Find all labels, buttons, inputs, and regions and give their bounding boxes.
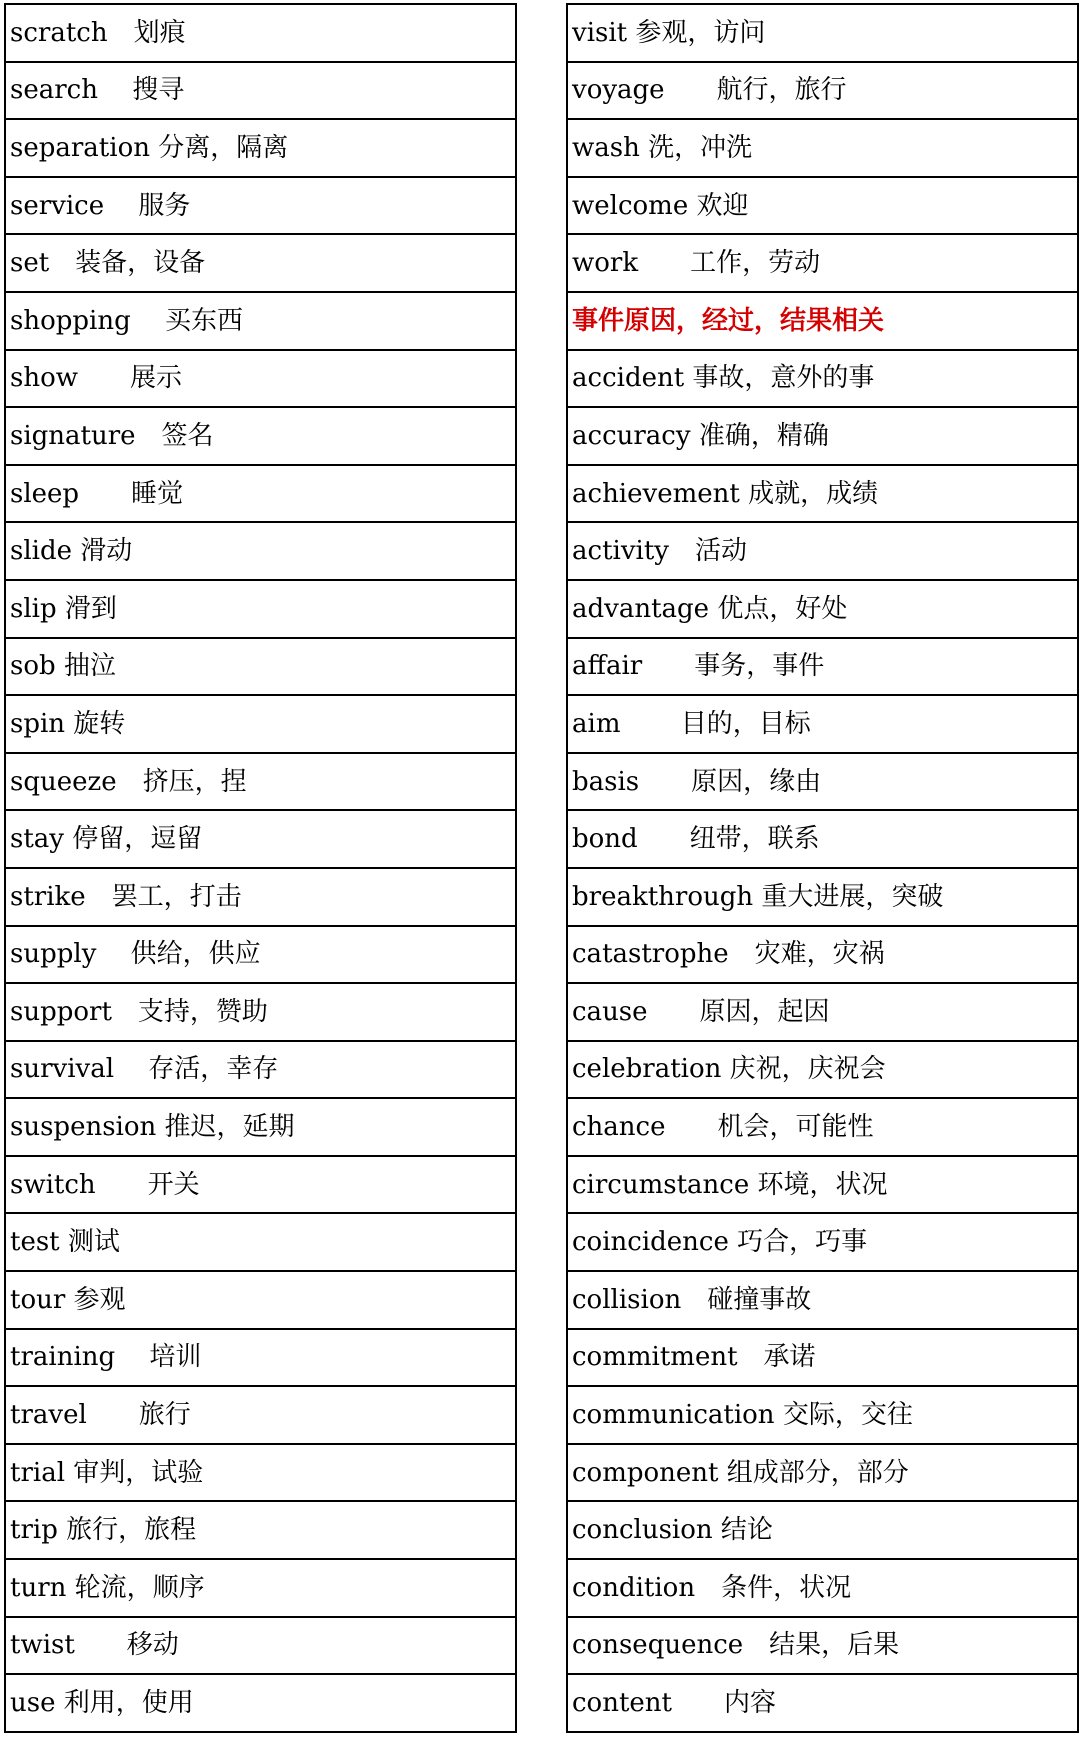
vocab-entry: twist 移动: [5, 1617, 516, 1675]
vocab-entry: slide 滑动: [5, 522, 516, 580]
vocab-entry: accident 事故，意外的事: [567, 350, 1078, 408]
vocab-entry: separation 分离，隔离: [5, 119, 516, 177]
vocab-row: [5, 1674, 516, 1732]
section-heading: 事件原因，经过，结果相关: [567, 292, 1078, 350]
vocab-row: [5, 638, 516, 696]
vocab-list-right: [567, 4, 1078, 1732]
vocab-entry: squeeze 挤压，捏: [5, 753, 516, 811]
vocab-entry: condition 条件，状况: [567, 1559, 1078, 1617]
vocab-row: [567, 753, 1078, 811]
vocab-row: [5, 695, 516, 753]
vocab-entry: test 测试: [5, 1213, 516, 1271]
vocab-entry: survival 存活，幸存: [5, 1041, 516, 1099]
vocab-entry: trip 旅行，旅程: [5, 1501, 516, 1559]
vocab-entry: service 服务: [5, 177, 516, 235]
vocab-row: [5, 522, 516, 580]
vocab-entry: strike 罢工，打击: [5, 868, 516, 926]
vocab-entry: circumstance 环境，状况: [567, 1156, 1078, 1214]
vocab-table-left: [4, 3, 517, 1733]
vocab-row: [5, 234, 516, 292]
vocab-entry: stay 停留，逗留: [5, 810, 516, 868]
vocab-entry: celebration 庆祝，庆祝会: [567, 1041, 1078, 1099]
vocab-entry: welcome 欢迎: [567, 177, 1078, 235]
vocab-row: [5, 983, 516, 1041]
vocab-row: [567, 638, 1078, 696]
vocab-row: [567, 1098, 1078, 1156]
vocab-entry: suspension 推迟，延期: [5, 1098, 516, 1156]
vocab-entry: support 支持，赞助: [5, 983, 516, 1041]
vocab-entry: training 培训: [5, 1329, 516, 1387]
vocab-list-left: [5, 4, 516, 1732]
vocab-entry: catastrophe 灾难，灾祸: [567, 926, 1078, 984]
vocab-row: [5, 580, 516, 638]
vocab-entry: achievement 成就，成绩: [567, 465, 1078, 523]
vocab-row: [567, 522, 1078, 580]
vocab-entry: breakthrough 重大进展，突破: [567, 868, 1078, 926]
vocab-row: [5, 119, 516, 177]
vocab-entry: show 展示: [5, 350, 516, 408]
vocab-row: [5, 1098, 516, 1156]
vocab-entry: basis 原因，缘由: [567, 753, 1078, 811]
vocab-row: [567, 1271, 1078, 1329]
vocab-row: [5, 753, 516, 811]
vocab-entry: work 工作，劳动: [567, 234, 1078, 292]
vocab-entry: voyage 航行，旅行: [567, 62, 1078, 120]
vocab-row: [5, 407, 516, 465]
vocab-row: [567, 1041, 1078, 1099]
vocab-entry: cause 原因，起因: [567, 983, 1078, 1041]
vocab-row: [5, 810, 516, 868]
vocab-row: [5, 1329, 516, 1387]
vocab-entry: slip 滑到: [5, 580, 516, 638]
vocab-entry: wash 洗，冲洗: [567, 119, 1078, 177]
vocab-row: [567, 1674, 1078, 1732]
vocab-entry: visit 参观，访问: [567, 4, 1078, 62]
vocab-row: [5, 1271, 516, 1329]
vocab-row: [5, 868, 516, 926]
vocab-row: [567, 1329, 1078, 1387]
vocab-row: [5, 177, 516, 235]
vocab-entry: aim 目的，目标: [567, 695, 1078, 753]
vocab-row: [567, 695, 1078, 753]
vocab-row: [567, 465, 1078, 523]
vocab-row: [567, 1444, 1078, 1502]
vocab-entry: chance 机会，可能性: [567, 1098, 1078, 1156]
vocab-row: [567, 868, 1078, 926]
section-heading-row: [567, 292, 1078, 350]
vocab-row: [567, 62, 1078, 120]
vocab-row: [567, 926, 1078, 984]
vocab-entry: collision 碰撞事故: [567, 1271, 1078, 1329]
vocab-entry: switch 开关: [5, 1156, 516, 1214]
vocab-row: [5, 1501, 516, 1559]
vocab-entry: turn 轮流，顺序: [5, 1559, 516, 1617]
vocab-row: [567, 983, 1078, 1041]
vocab-row: [567, 1213, 1078, 1271]
vocab-row: [567, 1617, 1078, 1675]
vocab-entry: activity 活动: [567, 522, 1078, 580]
vocab-entry: set 装备，设备: [5, 234, 516, 292]
vocab-row: [567, 407, 1078, 465]
vocab-row: [5, 1156, 516, 1214]
vocab-row: [567, 177, 1078, 235]
vocab-entry: spin 旋转: [5, 695, 516, 753]
vocab-row: [567, 234, 1078, 292]
vocab-entry: advantage 优点，好处: [567, 580, 1078, 638]
vocab-row: [567, 119, 1078, 177]
vocab-row: [567, 580, 1078, 638]
vocab-entry: bond 纽带，联系: [567, 810, 1078, 868]
vocab-entry: coincidence 巧合，巧事: [567, 1213, 1078, 1271]
vocab-row: [5, 1617, 516, 1675]
vocab-row: [5, 1386, 516, 1444]
vocab-entry: supply 供给，供应: [5, 926, 516, 984]
vocab-entry: component 组成部分，部分: [567, 1444, 1078, 1502]
vocab-row: [5, 465, 516, 523]
vocab-row: [5, 62, 516, 120]
vocab-row: [567, 1559, 1078, 1617]
vocab-entry: accuracy 准确，精确: [567, 407, 1078, 465]
vocab-row: [5, 4, 516, 62]
vocab-table-right: [566, 3, 1079, 1733]
vocab-entry: search 搜寻: [5, 62, 516, 120]
vocab-row: [567, 810, 1078, 868]
vocab-row: [5, 926, 516, 984]
vocab-entry: content 内容: [567, 1674, 1078, 1732]
vocab-entry: travel 旅行: [5, 1386, 516, 1444]
vocab-entry: conclusion 结论: [567, 1501, 1078, 1559]
vocab-row: [5, 292, 516, 350]
vocab-entry: signature 签名: [5, 407, 516, 465]
vocab-row: [567, 1386, 1078, 1444]
vocab-row: [567, 1156, 1078, 1214]
vocab-entry: sob 抽泣: [5, 638, 516, 696]
vocab-row: [567, 350, 1078, 408]
vocab-row: [5, 1213, 516, 1271]
vocab-entry: commitment 承诺: [567, 1329, 1078, 1387]
vocab-row: [567, 1501, 1078, 1559]
vocab-entry: scratch 划痕: [5, 4, 516, 62]
vocab-entry: tour 参观: [5, 1271, 516, 1329]
vocab-entry: trial 审判，试验: [5, 1444, 516, 1502]
vocab-row: [567, 4, 1078, 62]
vocab-entry: consequence 结果，后果: [567, 1617, 1078, 1675]
vocab-entry: use 利用，使用: [5, 1674, 516, 1732]
vocab-row: [5, 1444, 516, 1502]
vocab-row: [5, 1041, 516, 1099]
vocab-row: [5, 1559, 516, 1617]
vocab-entry: affair 事务，事件: [567, 638, 1078, 696]
vocab-row: [5, 350, 516, 408]
vocab-entry: shopping 买东西: [5, 292, 516, 350]
vocab-entry: communication 交际，交往: [567, 1386, 1078, 1444]
vocab-entry: sleep 睡觉: [5, 465, 516, 523]
